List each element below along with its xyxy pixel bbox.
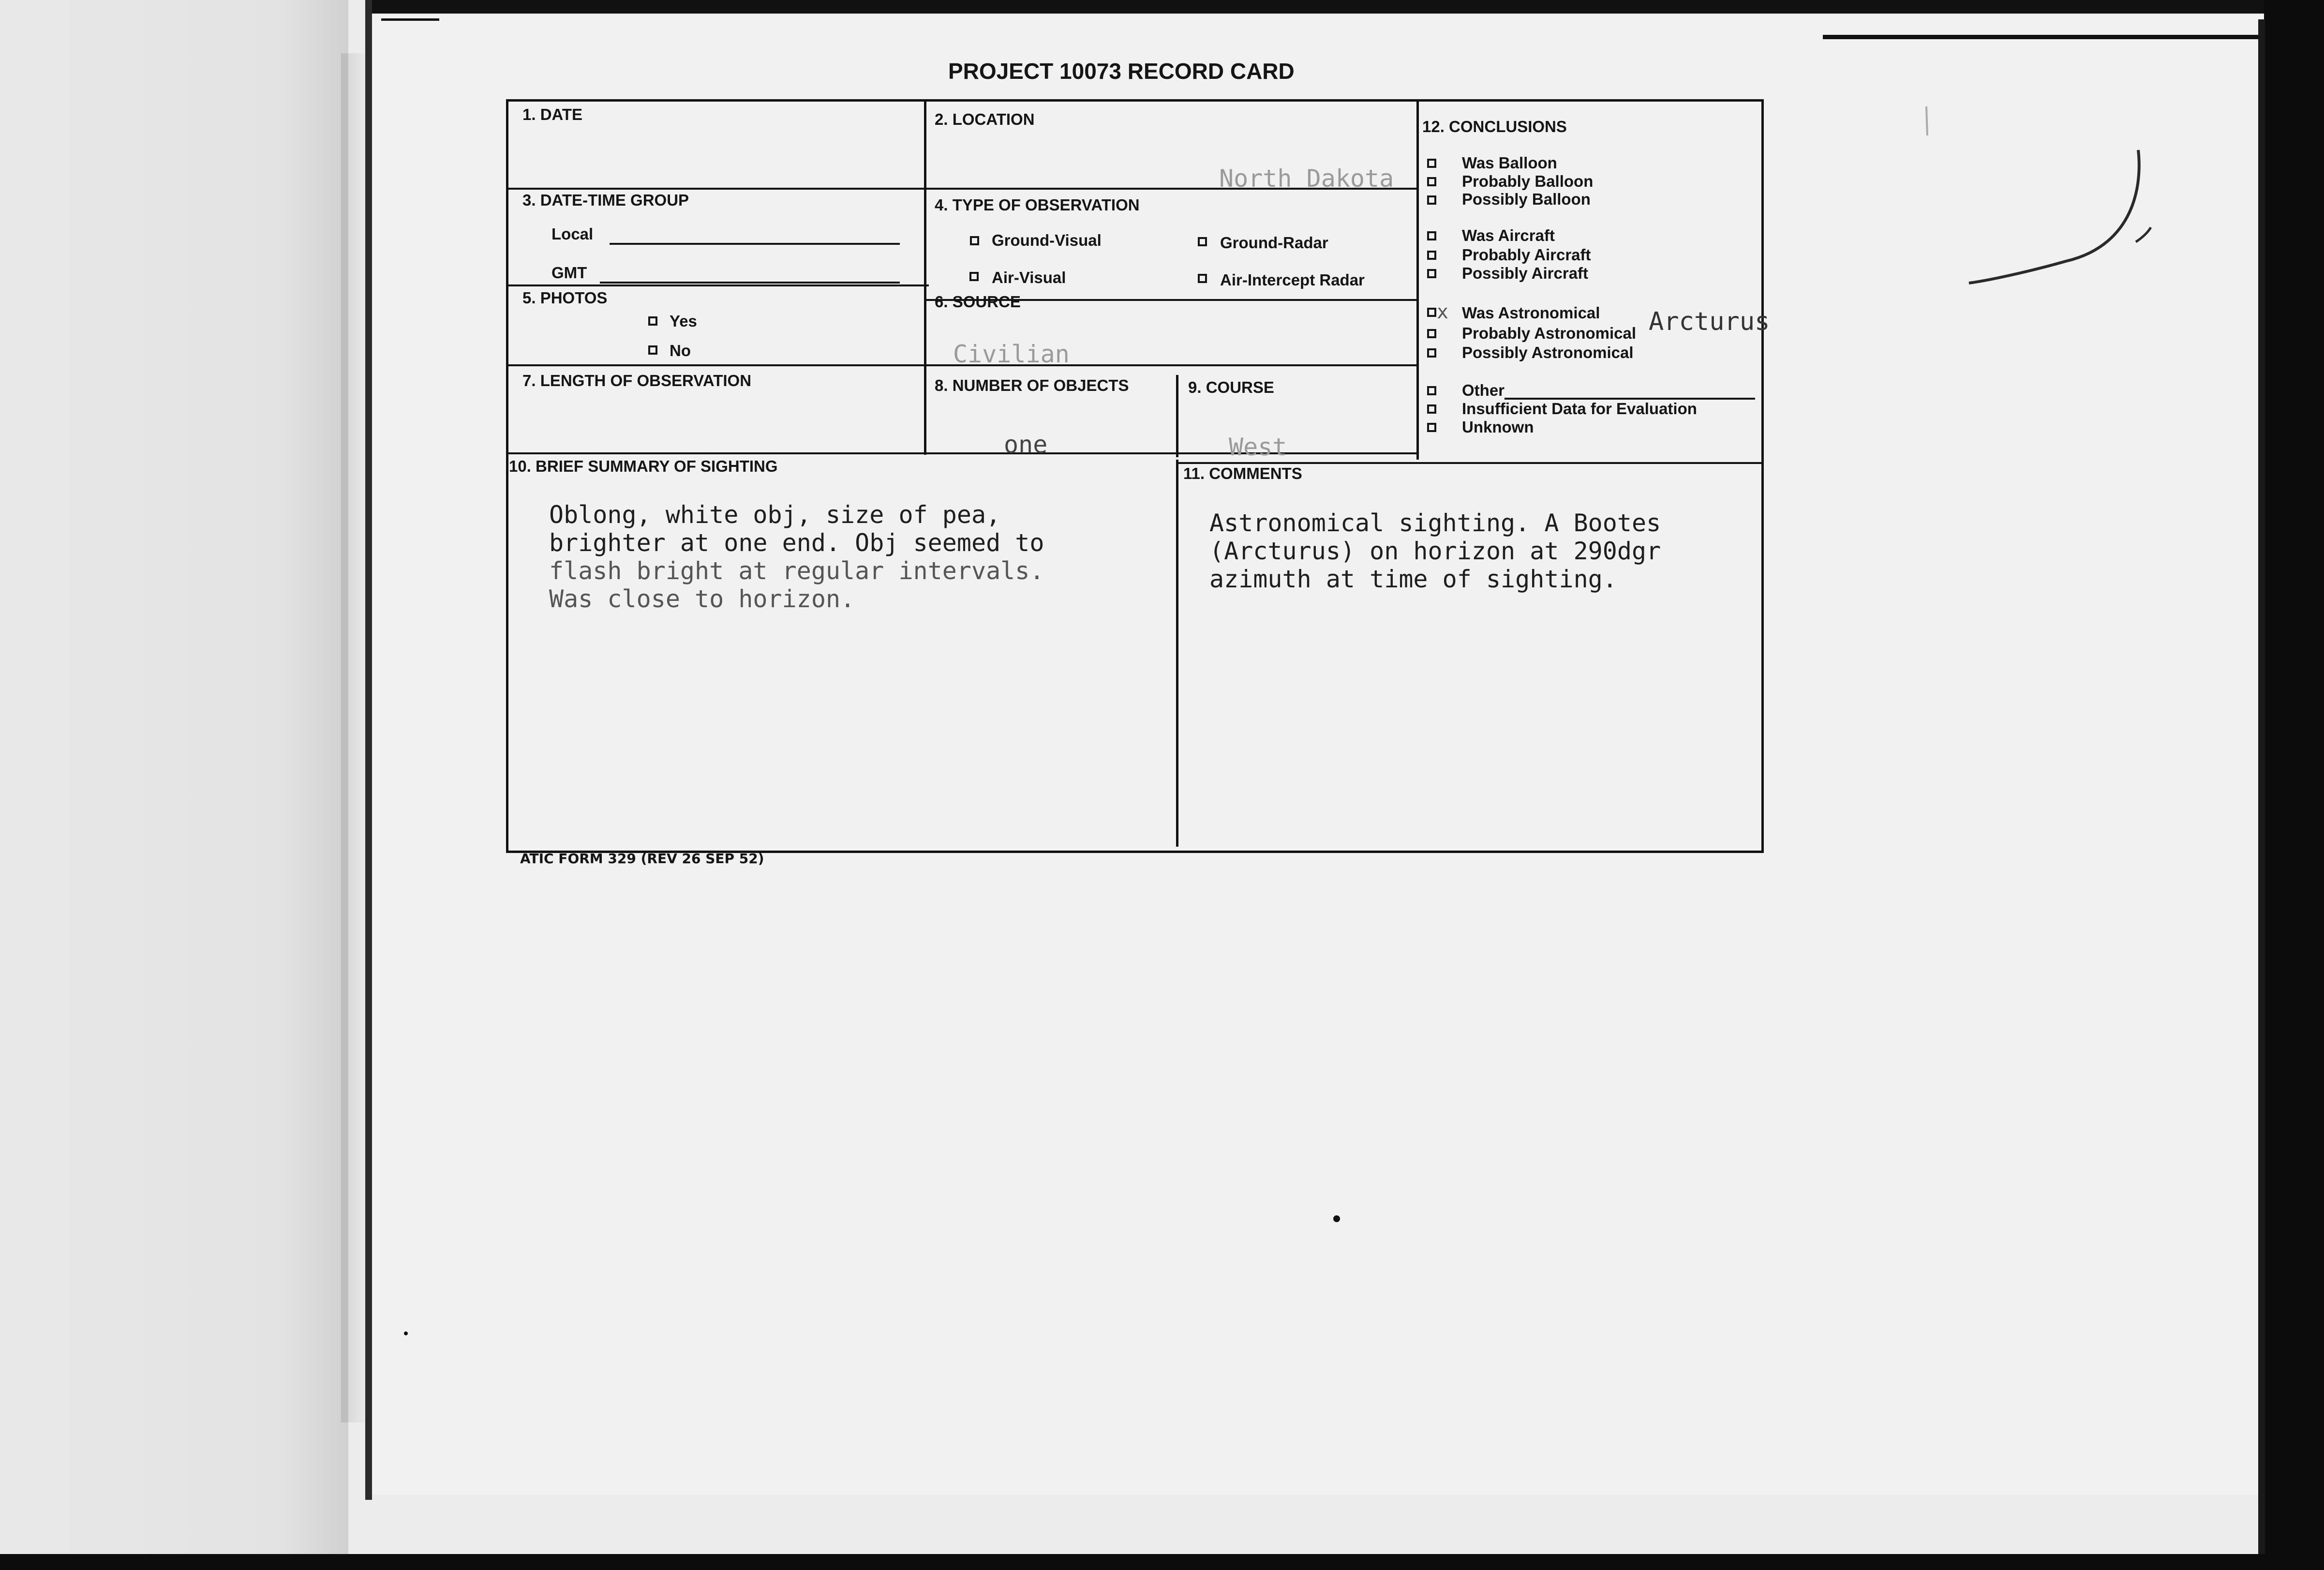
length-of-observation-label: 7. LENGTH OF OBSERVATION xyxy=(522,372,752,389)
was-astronomical-checkbox[interactable] xyxy=(1427,308,1436,317)
form-id: ATIC FORM 329 (REV 26 SEP 52) xyxy=(520,851,764,867)
conclusions-label: 12. CONCLUSIONS xyxy=(1422,118,1567,135)
photos-no-checkbox[interactable] xyxy=(648,345,657,355)
possibly-aircraft-label: Possibly Aircraft xyxy=(1462,264,1589,282)
brief-summary-line: Was close to horizon. xyxy=(549,585,855,613)
brief-summary-line: Oblong, white obj, size of pea, xyxy=(549,501,1001,529)
possibly-astronomical-label: Possibly Astronomical xyxy=(1462,344,1634,361)
possibly-balloon-checkbox[interactable] xyxy=(1427,195,1436,205)
scan-left-margin xyxy=(0,0,348,1554)
location-label: 2. LOCATION xyxy=(935,110,1035,128)
other-checkbox[interactable] xyxy=(1427,386,1436,395)
probably-aircraft-checkbox[interactable] xyxy=(1427,251,1436,260)
ground-radar-checkbox[interactable] xyxy=(1198,237,1207,246)
gmt-blank xyxy=(600,282,900,284)
ground-radar-label: Ground-Radar xyxy=(1220,234,1328,252)
date-time-group-label: 3. DATE-TIME GROUP xyxy=(522,191,689,209)
unknown-checkbox[interactable] xyxy=(1427,423,1436,432)
brief-summary-label: 10. BRIEF SUMMARY OF SIGHTING xyxy=(509,457,778,475)
was-balloon-checkbox[interactable] xyxy=(1427,159,1436,168)
date-label: 1. DATE xyxy=(522,105,583,123)
brief-summary-line: flash bright at regular intervals. xyxy=(549,557,1044,585)
speck xyxy=(1333,1215,1340,1222)
number-of-objects-value: one xyxy=(1004,431,1048,459)
local-blank xyxy=(610,243,900,245)
air-intercept-radar-label: Air-Intercept Radar xyxy=(1220,271,1365,289)
col-divider-3 xyxy=(1176,375,1178,457)
col-divider-2 xyxy=(1416,102,1419,460)
page-right-edge xyxy=(2258,19,2265,1554)
comments-line: (Arcturus) on horizon at 290dgr xyxy=(1209,537,1661,565)
air-visual-checkbox[interactable] xyxy=(969,272,979,281)
top-right-rule xyxy=(1823,35,2258,39)
was-balloon-label: Was Balloon xyxy=(1462,154,1557,172)
source-value: Civilian xyxy=(953,340,1070,368)
was-astronomical-label: Was Astronomical xyxy=(1462,304,1600,322)
photos-no-label: No xyxy=(670,342,691,359)
unknown-label: Unknown xyxy=(1462,418,1534,436)
probably-balloon-label: Probably Balloon xyxy=(1462,172,1594,190)
speck xyxy=(404,1331,408,1335)
was-aircraft-label: Was Aircraft xyxy=(1462,226,1555,244)
scan-top-edge xyxy=(370,0,2264,14)
brief-summary-line: brighter at one end. Obj seemed to xyxy=(549,529,1044,557)
ground-visual-checkbox[interactable] xyxy=(970,236,979,245)
was-astronomical-check-mark: x xyxy=(1437,301,1449,323)
insufficient-data-label: Insufficient Data for Evaluation xyxy=(1462,400,1697,418)
possibly-aircraft-checkbox[interactable] xyxy=(1427,269,1436,278)
type-of-observation-label: 4. TYPE OF OBSERVATION xyxy=(935,196,1140,214)
arcturus-annotation: Arcturus xyxy=(1649,307,1770,336)
air-intercept-radar-checkbox[interactable] xyxy=(1198,274,1207,283)
course-label: 9. COURSE xyxy=(1188,378,1274,396)
photos-label: 5. PHOTOS xyxy=(522,289,608,307)
probably-balloon-checkbox[interactable] xyxy=(1427,177,1436,186)
possibly-astronomical-checkbox[interactable] xyxy=(1427,348,1436,358)
row-divider-5 xyxy=(1176,462,1761,464)
col-divider-1 xyxy=(924,102,926,455)
number-of-objects-label: 8. NUMBER OF OBJECTS xyxy=(935,376,1129,394)
photos-yes-checkbox[interactable] xyxy=(648,316,657,326)
probably-astronomical-label: Probably Astronomical xyxy=(1462,324,1637,342)
comments-label: 11. COMMENTS xyxy=(1183,464,1302,482)
page-left-edge xyxy=(365,0,372,1500)
comments-line: azimuth at time of sighting. xyxy=(1209,565,1617,593)
photos-yes-label: Yes xyxy=(670,312,697,330)
air-visual-label: Air-Visual xyxy=(992,269,1066,286)
col-divider-4 xyxy=(1176,460,1178,847)
other-label: Other xyxy=(1462,381,1505,399)
top-left-rule xyxy=(381,18,439,21)
source-label: 6. SOURCE xyxy=(935,293,1021,311)
course-value: West xyxy=(1229,433,1287,461)
possibly-balloon-label: Possibly Balloon xyxy=(1462,190,1591,208)
ground-visual-label: Ground-Visual xyxy=(992,231,1102,249)
pencil-scribble xyxy=(1916,97,2158,300)
was-aircraft-checkbox[interactable] xyxy=(1427,231,1436,240)
probably-astronomical-checkbox[interactable] xyxy=(1427,329,1436,338)
insufficient-data-checkbox[interactable] xyxy=(1427,404,1436,414)
local-label: Local xyxy=(551,225,594,243)
row-divider-2a xyxy=(508,284,929,286)
comments-line: Astronomical sighting. A Bootes xyxy=(1209,509,1661,537)
gmt-label: GMT xyxy=(551,264,587,282)
probably-aircraft-label: Probably Aircraft xyxy=(1462,246,1591,264)
card-title: PROJECT 10073 RECORD CARD xyxy=(948,59,1295,84)
location-value: North Dakota xyxy=(1219,164,1394,193)
